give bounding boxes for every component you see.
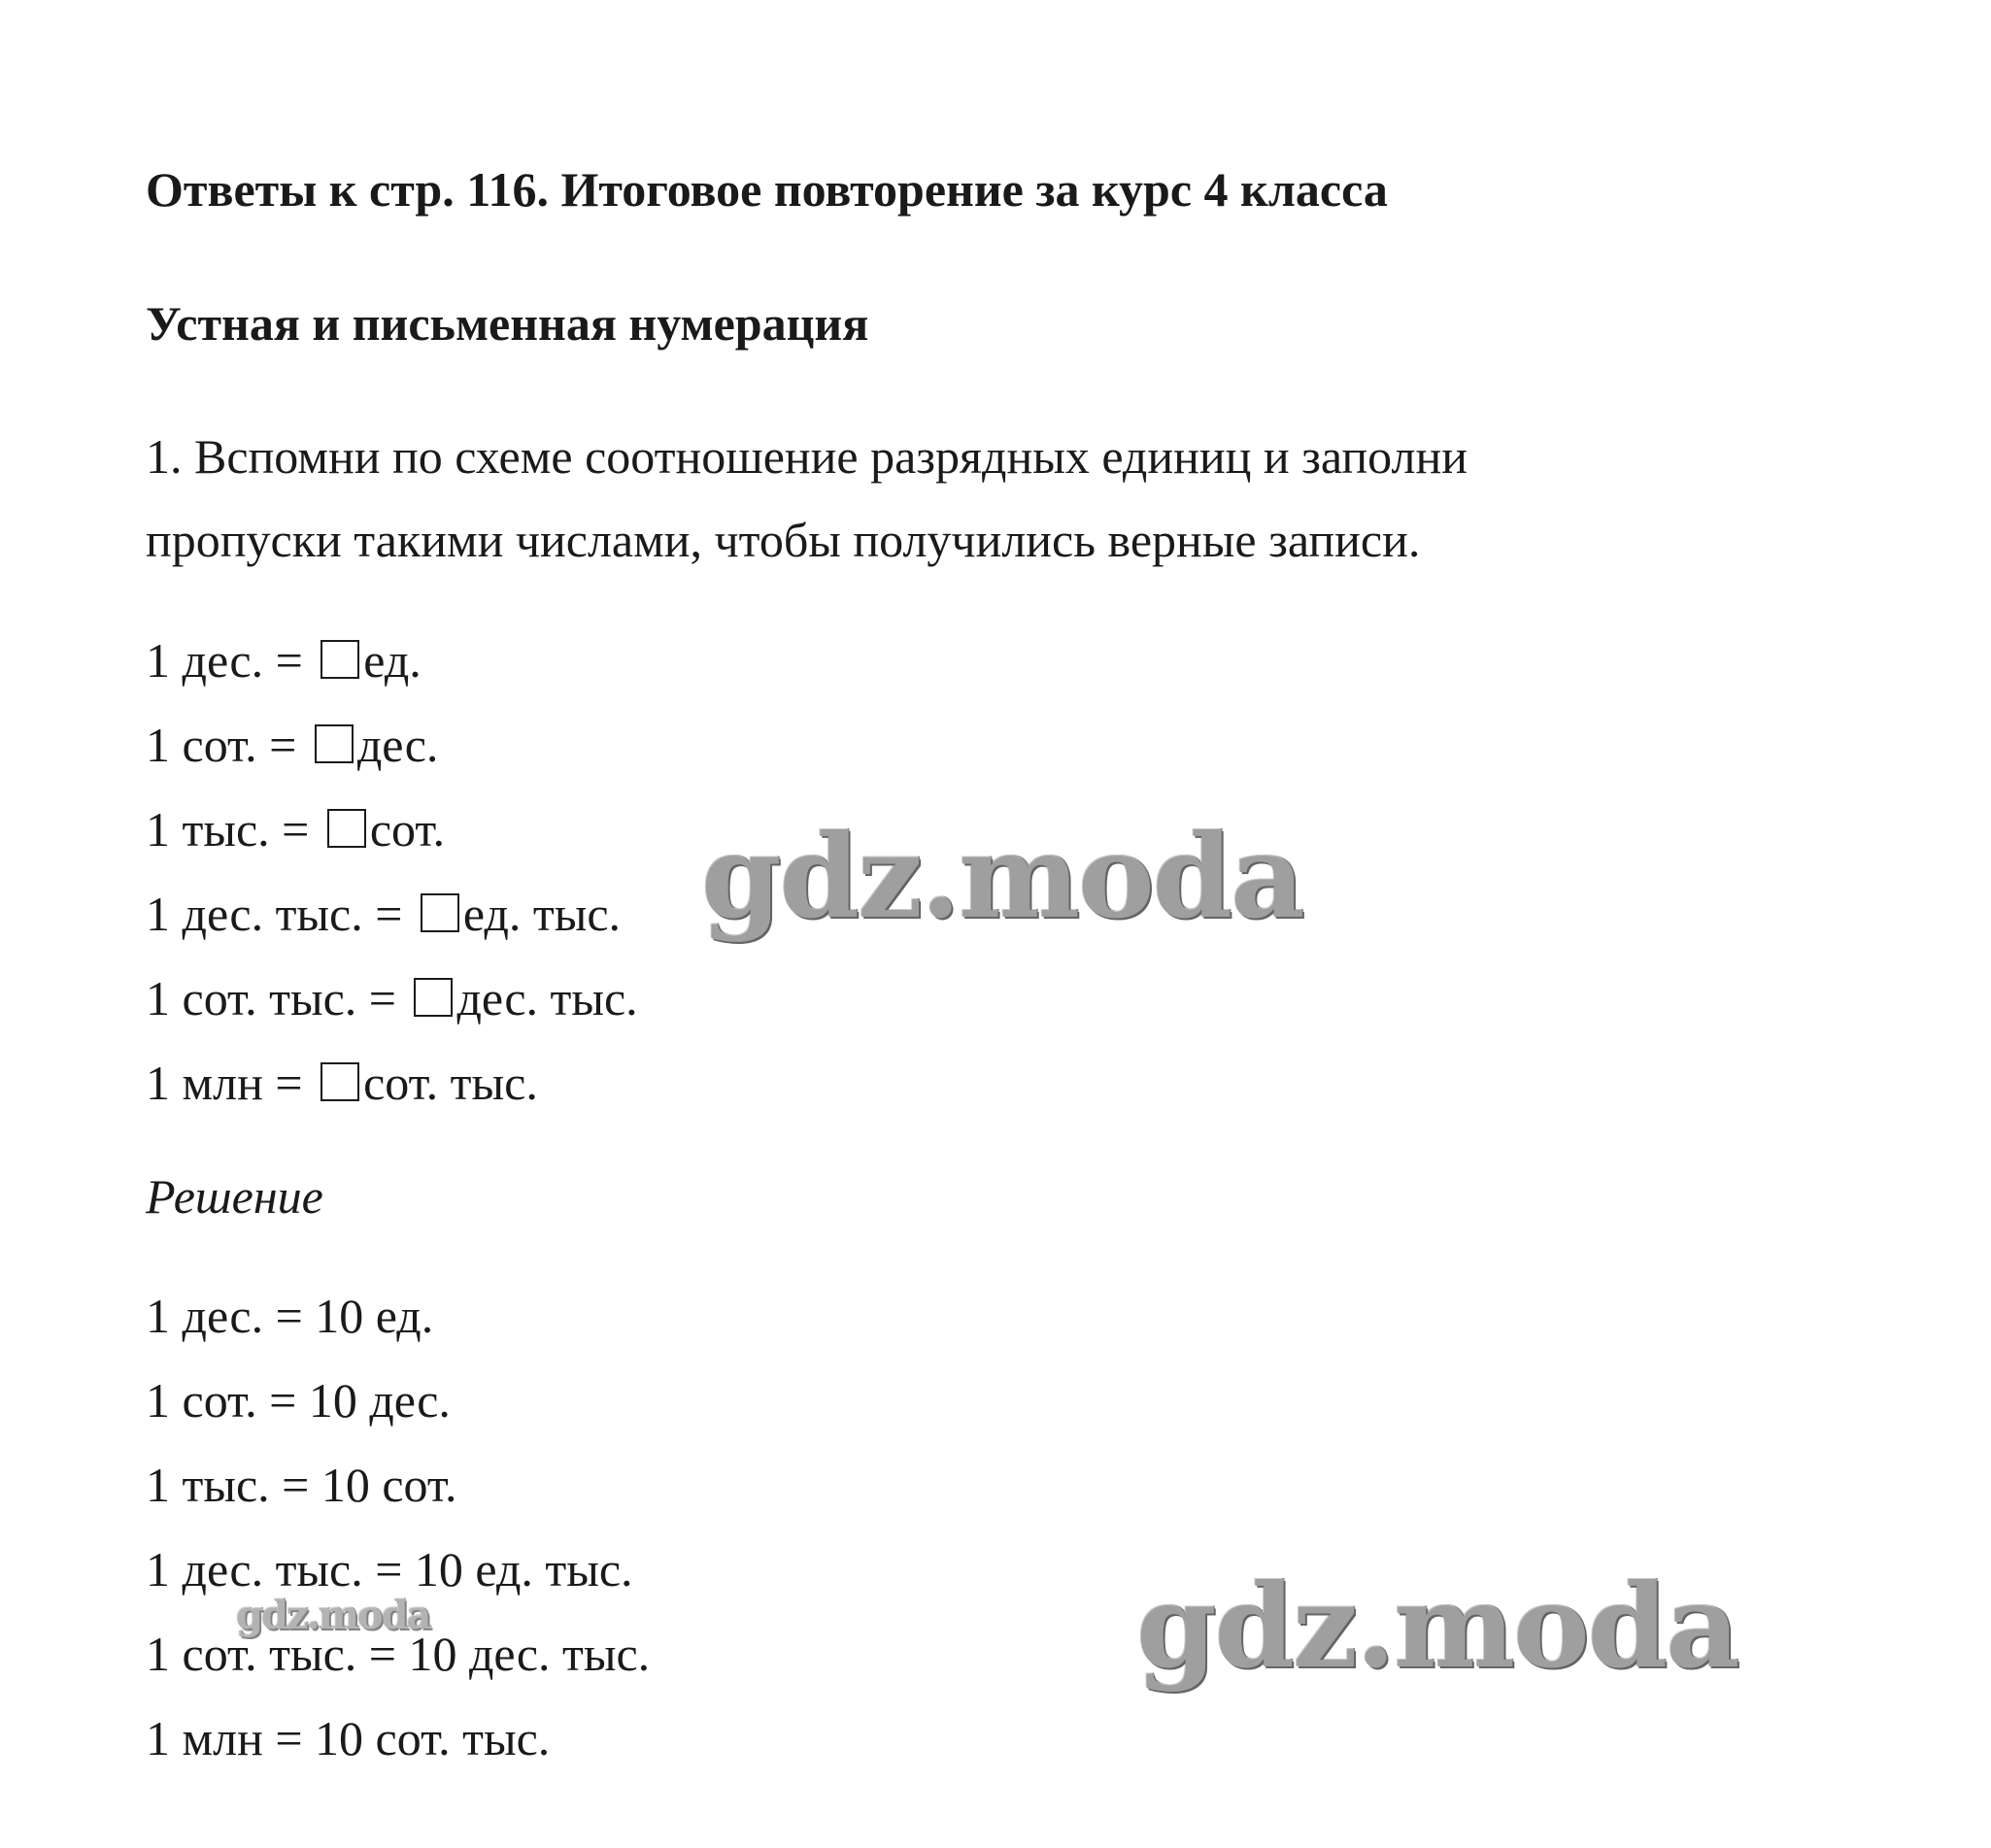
blank-box	[421, 893, 459, 932]
exercise-right: ед. тыс.	[462, 887, 622, 941]
exercise-left: 1 дес. тыс. =	[146, 887, 403, 941]
exercise-left: 1 млн =	[146, 1056, 303, 1110]
solution-row: 1 дес. тыс. = 10 ед. тыс.	[146, 1542, 633, 1596]
exercise-row	[146, 800, 445, 858]
task-text-line-1: 1. Вспомни по схеме соотношение разрядных единиц и заполни	[146, 429, 1468, 484]
solution-row: 1 дес. = 10 ед.	[146, 1289, 434, 1343]
blank-box	[321, 1062, 359, 1101]
section-heading: Устная и письменная нумерация	[146, 296, 869, 351]
exercise-right: дес.	[356, 718, 439, 772]
task-text-line-2: пропуски такими числами, чтобы получились верные записи.	[146, 513, 1421, 567]
blank-box	[327, 809, 366, 848]
watermark-logo: gdz.moda	[701, 809, 1303, 944]
solution-row: 1 тыс. = 10 сот.	[146, 1458, 457, 1512]
solution-label: Решение	[146, 1169, 323, 1224]
exercise-left: 1 тыс. =	[146, 802, 310, 857]
exercise-right: ед.	[363, 633, 422, 688]
exercise-row	[146, 1054, 538, 1112]
exercise-row	[146, 631, 422, 689]
page-title: Ответы к стр. 116. Итоговое повторение за курс 4 класса	[146, 162, 1388, 217]
solution-row: 1 млн = 10 сот. тыс.	[146, 1711, 551, 1765]
watermark-logo-small: gdz.moda	[236, 1593, 430, 1638]
blank-box	[414, 978, 453, 1017]
blank-box	[321, 640, 359, 679]
blank-box	[315, 724, 354, 763]
solution-row: 1 сот. тыс. = 10 дес. тыс.	[146, 1627, 651, 1681]
solution-row: 1 сот. = 10 дес.	[146, 1373, 451, 1428]
watermark-logo: gdz.moda	[1136, 1559, 1738, 1694]
exercise-right: сот.	[369, 802, 445, 857]
exercise-row	[146, 885, 621, 943]
exercise-left: 1 дес. =	[146, 633, 303, 688]
exercise-row	[146, 716, 438, 774]
exercise-right: дес. тыс.	[456, 971, 638, 1025]
exercise-right: сот. тыс.	[363, 1056, 538, 1110]
exercise-left: 1 сот. =	[146, 718, 297, 772]
exercise-left: 1 сот. тыс. =	[146, 971, 396, 1025]
exercise-row	[146, 969, 638, 1027]
